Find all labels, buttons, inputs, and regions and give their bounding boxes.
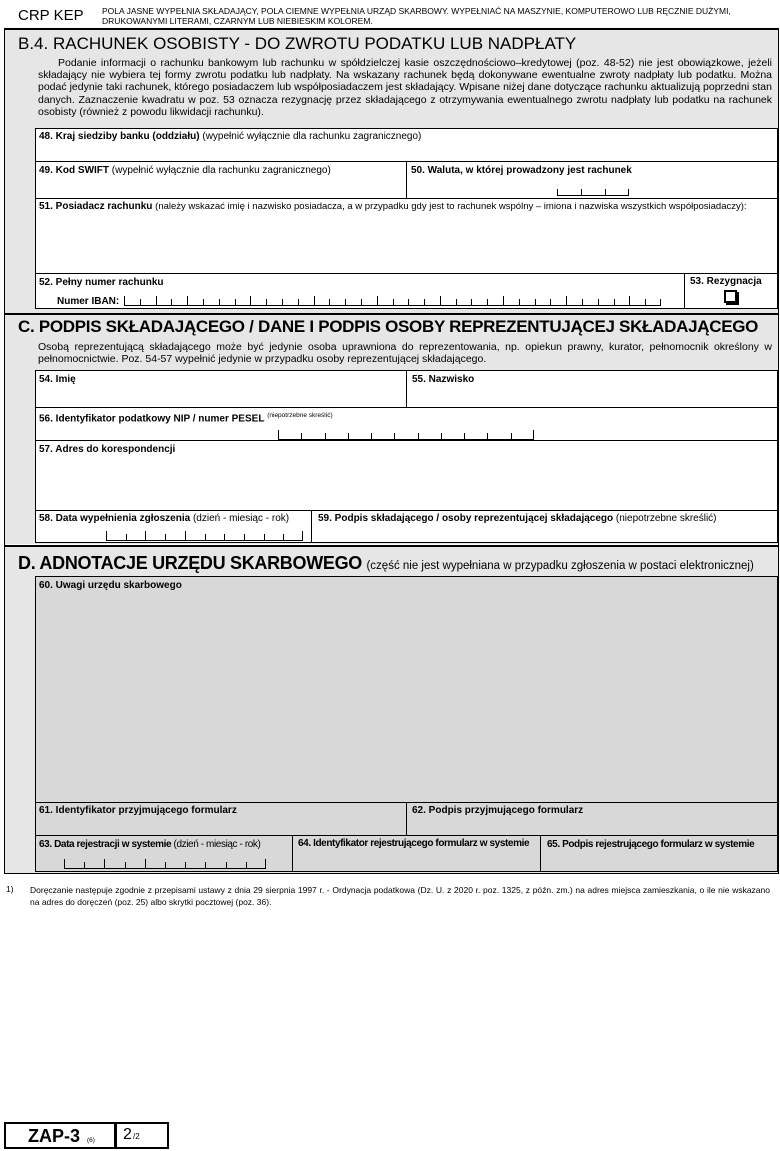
comb-tick: [464, 433, 465, 439]
comb-tick: [106, 531, 107, 540]
comb-tick: [250, 296, 251, 305]
comb-tick: [471, 299, 472, 305]
field-50-comb: [557, 187, 629, 196]
form-version: (6): [87, 1137, 95, 1144]
field-58[interactable]: [35, 510, 312, 543]
comb-tick: [187, 296, 188, 305]
comb-tick: [185, 531, 186, 540]
comb-tick: [503, 296, 504, 305]
field-61-label: 61. Identyfikator przyjmującego formularz: [39, 805, 237, 816]
comb-tick: [298, 299, 299, 305]
comb-tick: [124, 296, 125, 305]
field-57[interactable]: [35, 440, 778, 511]
date58-comb: [106, 532, 303, 541]
page-total: /2: [133, 1132, 140, 1141]
comb-tick: [145, 531, 146, 540]
comb-tick: [314, 296, 315, 305]
comb-tick: [660, 299, 661, 305]
comb-tick: [533, 430, 534, 439]
page-number-box: [115, 1122, 169, 1149]
comb-tick: [165, 534, 166, 540]
comb-tick: [301, 433, 302, 439]
section-d-title-text: D. ADNOTACJE URZĘDU SKARBOWEGO: [18, 553, 363, 573]
comb-tick: [371, 433, 372, 439]
comb-tick: [126, 534, 127, 540]
comb-tick: [224, 534, 225, 540]
comb-tick: [264, 534, 265, 540]
field-62-label: 62. Podpis przyjmującego formularz: [412, 805, 584, 816]
comb-tick: [140, 299, 141, 305]
comb-tick: [302, 531, 303, 540]
field-48[interactable]: [35, 128, 778, 162]
comb-tick: [408, 299, 409, 305]
comb-tick: [205, 862, 206, 868]
field-59-label: 59. Podpis składającego / osoby reprezentującej składającego: [318, 513, 614, 524]
field-63: [35, 835, 293, 872]
field-49[interactable]: [35, 161, 407, 199]
field-53-label: 53. Rezygnacja: [690, 276, 762, 287]
field-48-note: (wypełnić wyłącznie dla rachunku zagranicznego): [202, 131, 422, 142]
comb-tick: [394, 433, 395, 439]
comb-tick: [156, 296, 157, 305]
field-60: [35, 576, 778, 803]
comb-tick: [185, 862, 186, 868]
field-52-label: 52. Pełny numer rachunku: [39, 277, 164, 288]
field-51-note: (należy wskazać imię i nazwisko posiadacza, a w przypadku gdy jest to rachunek wspólny – imiona i nazwiska wszystkich współposiadaczy):: [155, 201, 747, 212]
comb-tick: [519, 299, 520, 305]
field-60-label: 60. Uwagi urzędu skarbowego: [39, 580, 182, 591]
date63-comb: [64, 860, 266, 869]
comb-tick: [418, 433, 419, 439]
comb-tick: [84, 862, 85, 868]
comb-tick: [244, 534, 245, 540]
field-54-label: 54. Imię: [39, 374, 76, 385]
field-65: [540, 835, 778, 872]
comb-tick: [511, 433, 512, 439]
comb-tick: [629, 296, 630, 305]
field-51-label: 51. Posiadacz rachunku: [39, 201, 153, 212]
comb-tick: [424, 299, 425, 305]
field-55[interactable]: [406, 370, 778, 408]
section-d-title-note: (część nie jest wypełniana w przypadku zgłoszenia w postaci elektronicznej): [366, 560, 754, 572]
field-58-label: 58. Data wypełnienia zgłoszenia: [39, 513, 191, 524]
comb-tick: [104, 859, 105, 868]
field-54[interactable]: [35, 370, 407, 408]
comb-tick: [440, 296, 441, 305]
field-57-label: 57. Adres do korespondencji: [39, 444, 176, 455]
page-number: 2: [123, 1126, 132, 1143]
field-63-note: (dzień - miesiąc - rok): [173, 839, 261, 850]
field-62: [406, 802, 778, 836]
comb-tick: [598, 299, 599, 305]
form-id-box: [4, 1122, 116, 1149]
comb-tick: [456, 299, 457, 305]
comb-tick: [203, 299, 204, 305]
comb-tick: [265, 859, 266, 868]
comb-tick: [226, 862, 227, 868]
footnote-text: Doręczanie następuje zgodnie z przepisami ustawy z dnia 29 sierpnia 1997 r. - Ordynacja podatkowa (Dz. U. z 2020 r. poz. 1325, z późn. zm.) na adres miejsca zamieszkania, o ile nie wskazano na adres do doręczeń (poz. 25) albo skrytki pocztowej (poz. 36).: [30, 885, 770, 907]
comb-tick: [535, 299, 536, 305]
comb-tick: [235, 299, 236, 305]
section-b4-description: Podanie informacji o rachunku bankowym lub rachunku w spółdzielczej kasie oszczędnościowo–kredytowej (poz. 48-52) nie jest obowiązkowe, jeżeli składający nie wybiera tej formy zwrotu podatku lub nadpłaty. Na wskazany rachunek będą dokonywane ewentualne zwroty nadpłaty lub podatku. Można podać jedynie taki rachunek, którego posiadaczem lub współposiadaczem jest składający. Wpisane niżej dane dotyczące rachunku aktualizują poprzedni stan danych. Zaznaczenie kwadratu w poz. 53 oznacza rezygnację przez składającego z otrzymywania ewentualnego zwrotu nadpłaty lub podatku na rachunek osobisty (również z powodu likwidacji rachunku).: [38, 57, 772, 118]
field-52[interactable]: [35, 273, 685, 309]
comb-tick: [487, 299, 488, 305]
comb-tick: [64, 859, 65, 868]
comb-tick: [325, 433, 326, 439]
field-56[interactable]: [35, 407, 778, 441]
comb-tick: [487, 433, 488, 439]
section-c-description: Osobą reprezentującą składającego może być jedynie osoba uprawniona do reprezentowania, np. opiekun prawny, kurator, pełnomocnik określony w pełnomocnictwie. Poz. 54-57 wypełnić jedynie w przypadku osoby reprezentującej składającego.: [38, 341, 772, 366]
iban-comb: [124, 297, 661, 306]
field-65-label: 65. Podpis rejestrującego formularz w systemie: [547, 839, 755, 850]
comb-tick: [550, 299, 551, 305]
field-61: [35, 802, 407, 836]
field-56-note: (niepotrzebne skreślić): [267, 412, 333, 419]
field-50[interactable]: [406, 161, 778, 199]
comb-tick: [145, 859, 146, 868]
comb-tick: [125, 862, 126, 868]
section-c-title: C. PODPIS SKŁADAJĄCEGO / DANE I PODPIS OSOBY REPREZENTUJĄCEJ SKŁADAJĄCEGO: [18, 317, 759, 336]
section-b4-title: B.4. RACHUNEK OSOBISTY - DO ZWROTU PODATKU LUB NADPŁATY: [18, 34, 577, 53]
field-55-label: 55. Nazwisko: [412, 374, 475, 385]
field-50-label: 50. Waluta, w której prowadzony jest rachunek: [411, 165, 632, 176]
form-code: CRP KEP: [18, 7, 84, 24]
comb-tick: [219, 299, 220, 305]
comb-tick: [345, 299, 346, 305]
comb-tick: [566, 296, 567, 305]
comb-tick: [283, 534, 284, 540]
field-59[interactable]: [311, 510, 778, 543]
comb-tick: [246, 862, 247, 868]
field-59-note: (niepotrzebne skreślić): [615, 513, 717, 524]
iban-label: Numer IBAN:: [57, 296, 120, 307]
resignation-checkbox[interactable]: [724, 290, 737, 303]
comb-tick: [645, 299, 646, 305]
comb-tick: [171, 299, 172, 305]
comb-tick: [348, 433, 349, 439]
field-53[interactable]: [684, 273, 778, 309]
field-49-label: 49. Kod SWIFT: [39, 165, 109, 176]
field-64: [292, 835, 541, 872]
comb-tick: [165, 862, 166, 868]
field-63-label: 63. Data rejestracji w systemie: [39, 839, 172, 850]
field-51[interactable]: [35, 198, 778, 274]
field-49-note: (wypełnić wyłącznie dla rachunku zagranicznego): [111, 165, 331, 176]
comb-tick: [393, 299, 394, 305]
section-d-title: [18, 553, 754, 574]
footnote-marker: 1): [6, 884, 14, 894]
comb-tick: [441, 433, 442, 439]
comb-tick: [614, 299, 615, 305]
field-58-note: (dzień - miesiąc - rok): [192, 513, 290, 524]
comb-tick: [205, 534, 206, 540]
field-64-label: 64. Identyfikator rejestrującego formularz w systemie: [298, 838, 530, 849]
field-56-label: 56. Identyfikator podatkowy NIP / numer PESEL: [39, 413, 265, 425]
form-name: ZAP-3: [28, 1126, 81, 1146]
comb-tick: [377, 296, 378, 305]
header-instructions: POLA JASNE WYPEŁNIA SKŁADAJĄCY, POLA CIEMNE WYPEŁNIA URZĄD SKARBOWY. WYPEŁNIAĆ NA MASZYNIE, KOMPUTEROWO LUB RĘCZNIE DUŻYMI, DRUKOWANYMI LITERAMI, CZARNYM LUB NIEBIESKIM KOLOREM.: [102, 6, 731, 26]
comb-tick: [278, 430, 279, 439]
comb-tick: [582, 299, 583, 305]
comb-tick: [361, 299, 362, 305]
comb-tick: [329, 299, 330, 305]
field-48-label: 48. Kraj siedziby banku (oddziału): [39, 131, 200, 142]
comb-tick: [282, 299, 283, 305]
comb-tick: [266, 299, 267, 305]
nip-comb: [278, 431, 534, 440]
